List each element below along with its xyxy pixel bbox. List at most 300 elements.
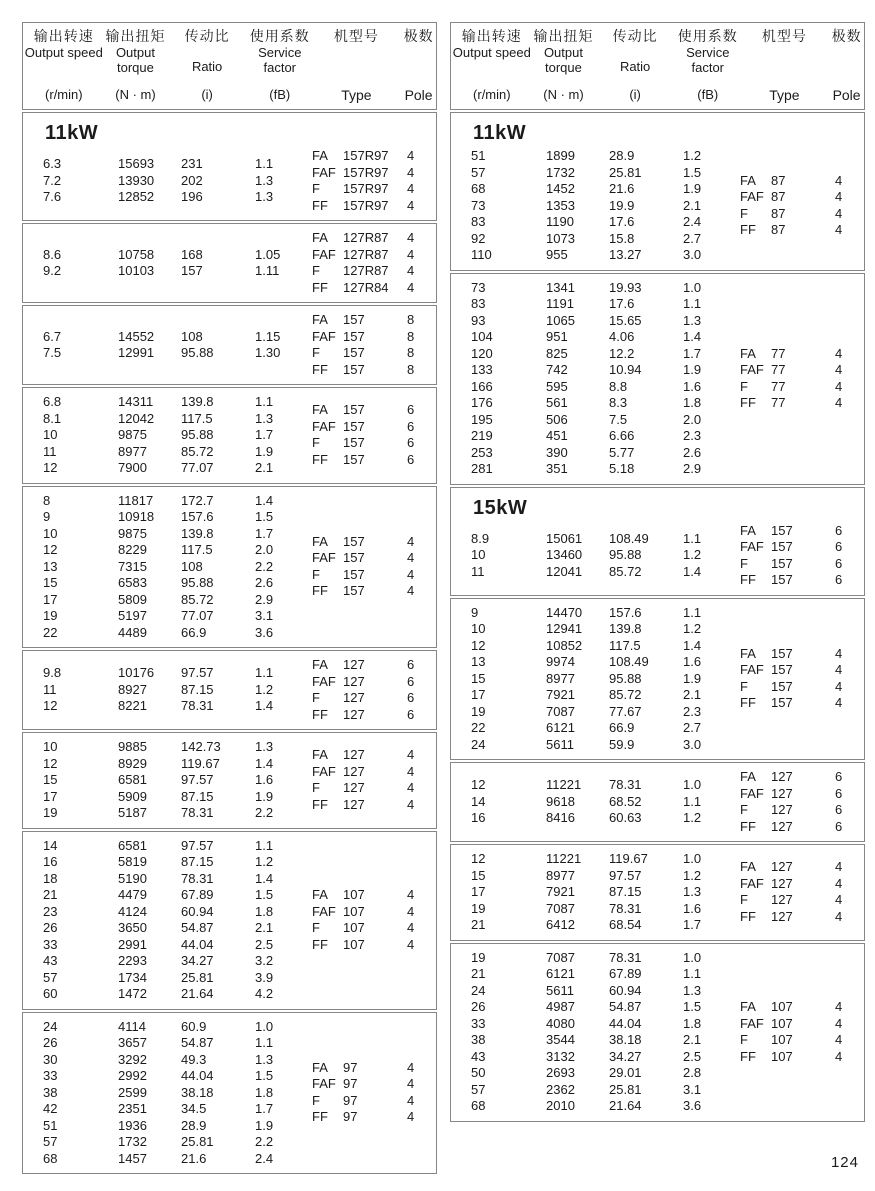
pole-value: 4 xyxy=(407,1109,415,1125)
service-factor-cell: 3.0 xyxy=(683,736,702,752)
output-speed-cell: 176 xyxy=(471,395,493,410)
output-speed-cell: 19 xyxy=(471,900,486,916)
output-torque-cell: 1936 xyxy=(118,1117,147,1133)
pole-value: 4 xyxy=(835,172,843,188)
output-torque-cell: 6412 xyxy=(546,917,575,932)
pole-value: 4 xyxy=(407,263,415,278)
type-prefix: FAF xyxy=(740,1015,764,1031)
header-label-zh: 使用系数 xyxy=(249,28,310,44)
table-row xyxy=(23,772,312,789)
output-torque-cell: 7087 xyxy=(546,703,575,719)
ratio-cell: 78.31 xyxy=(181,870,214,886)
output-torque-cell: 11221 xyxy=(546,851,582,866)
output-speed-cell: 12 xyxy=(43,698,58,714)
service-factor-cell: 1.5 xyxy=(683,164,702,180)
ratio-cell: 5.18 xyxy=(609,461,635,476)
type-row xyxy=(740,786,864,803)
table-row xyxy=(23,805,312,822)
type-model: 157 xyxy=(343,312,365,327)
column-left xyxy=(22,22,437,1174)
service-factor-cell: 2.8 xyxy=(683,1065,702,1080)
group-box xyxy=(450,112,865,271)
type-model: 107 xyxy=(343,903,365,919)
pole-value: 4 xyxy=(835,362,843,377)
table-row xyxy=(451,794,740,811)
type-row xyxy=(312,797,436,814)
type-model: 127 xyxy=(771,769,793,784)
header-label-zh: 机型号 xyxy=(333,28,379,44)
ratio-cell: 157.6 xyxy=(609,604,642,620)
type-row xyxy=(312,583,436,600)
output-speed-cell: 9.2 xyxy=(43,263,62,278)
data-rows xyxy=(23,394,312,477)
service-factor-cell: 3.9 xyxy=(255,969,274,985)
service-factor-cell: 3.6 xyxy=(683,1098,702,1113)
output-torque-cell: 14311 xyxy=(118,394,154,409)
pole-value: 4 xyxy=(407,920,415,935)
ratio-cell: 157 xyxy=(181,263,203,278)
output-torque-cell: 595 xyxy=(546,378,568,394)
table-row xyxy=(451,231,740,248)
table-row xyxy=(23,427,312,444)
table-row xyxy=(451,564,740,581)
ratio-cell: 95.88 xyxy=(181,345,214,360)
group-box xyxy=(22,650,437,730)
ratio-cell: 66.9 xyxy=(609,720,635,735)
ratio-cell: 117.5 xyxy=(181,410,213,426)
output-speed-cell: 9.8 xyxy=(43,665,62,681)
ratio-cell: 108 xyxy=(181,328,203,344)
ratio-cell: 139.8 xyxy=(181,525,214,541)
output-torque-cell: 5611 xyxy=(546,982,574,998)
type-model: 127R84 xyxy=(343,279,389,295)
type-row xyxy=(312,402,436,419)
type-prefix: FA xyxy=(312,312,328,327)
type-prefix: FF xyxy=(740,1048,756,1064)
group-box xyxy=(22,486,437,649)
ratio-cell: 168 xyxy=(181,246,203,262)
type-row xyxy=(312,780,436,797)
type-prefix: FF xyxy=(740,695,756,711)
type-prefix: FAF xyxy=(740,539,764,554)
type-row xyxy=(740,395,864,412)
type-model: 157 xyxy=(771,555,793,571)
service-factor-cell: 1.8 xyxy=(683,1015,702,1031)
table-row xyxy=(23,345,312,362)
type-row xyxy=(740,539,864,556)
type-row xyxy=(312,690,436,707)
output-torque-cell: 8221 xyxy=(118,698,147,714)
service-factor-cell: 1.2 xyxy=(255,681,274,697)
type-model: 157 xyxy=(771,662,793,678)
type-list xyxy=(740,646,864,712)
ratio-cell: 34.27 xyxy=(609,1048,642,1064)
output-speed-cell: 51 xyxy=(43,1117,58,1133)
type-prefix: F xyxy=(312,435,320,451)
type-row xyxy=(312,534,436,551)
output-speed-cell: 26 xyxy=(43,920,58,935)
header-label-unit: (N · m) xyxy=(115,87,156,102)
data-rows xyxy=(451,531,740,581)
output-torque-cell: 8977 xyxy=(546,670,575,686)
output-torque-cell: 7315 xyxy=(118,558,147,574)
type-model: 87 xyxy=(771,205,786,221)
table-row xyxy=(451,868,740,885)
table-row xyxy=(451,280,740,297)
pole-value: 4 xyxy=(835,345,843,361)
type-list xyxy=(740,769,864,835)
service-factor-cell: 1.0 xyxy=(683,949,702,965)
group-box xyxy=(22,732,437,829)
output-speed-cell: 12 xyxy=(471,777,486,793)
output-speed-cell: 38 xyxy=(43,1084,58,1100)
group-body xyxy=(451,605,864,754)
output-speed-cell: 26 xyxy=(471,999,486,1014)
service-factor-cell: 1.9 xyxy=(683,670,702,686)
ratio-cell: 54.87 xyxy=(181,920,214,935)
type-model: 127 xyxy=(343,796,365,812)
service-factor-cell: 1.5 xyxy=(255,509,274,524)
ratio-cell: 67.89 xyxy=(609,966,642,981)
service-factor-cell: 1.3 xyxy=(255,172,274,188)
ratio-cell: 15.8 xyxy=(609,230,635,246)
output-speed-cell: 8.1 xyxy=(43,410,62,426)
table-row xyxy=(23,698,312,715)
output-torque-cell: 3544 xyxy=(546,1032,575,1047)
output-torque-cell: 1899 xyxy=(546,148,575,163)
output-torque-cell: 6583 xyxy=(118,575,147,590)
output-torque-cell: 2991 xyxy=(118,936,147,952)
group-body xyxy=(23,1019,436,1168)
pole-value: 4 xyxy=(407,550,415,566)
pole-value: 8 xyxy=(407,312,415,327)
table-row xyxy=(23,1101,312,1118)
output-torque-cell: 951 xyxy=(546,329,568,344)
table-row xyxy=(23,189,312,206)
pole-value: 4 xyxy=(407,148,415,163)
service-factor-cell: 1.4 xyxy=(255,870,274,886)
ratio-cell: 231 xyxy=(181,156,203,172)
table-row xyxy=(23,575,312,592)
ratio-cell: 68.52 xyxy=(609,793,642,809)
type-row xyxy=(312,764,436,781)
group-box xyxy=(450,273,865,485)
type-row xyxy=(312,419,436,436)
output-torque-cell: 1191 xyxy=(546,296,574,311)
table-row xyxy=(23,920,312,937)
ratio-cell: 17.6 xyxy=(609,296,635,311)
pole-value: 4 xyxy=(835,875,843,891)
table-row xyxy=(23,1052,312,1069)
pole-value: 6 xyxy=(407,657,415,672)
service-factor-cell: 1.4 xyxy=(255,492,274,508)
type-row xyxy=(740,379,864,396)
ratio-cell: 44.04 xyxy=(609,1015,642,1031)
table-row xyxy=(451,638,740,655)
type-row xyxy=(740,572,864,589)
ratio-cell: 68.54 xyxy=(609,917,642,932)
table-row xyxy=(451,165,740,182)
type-prefix: FA xyxy=(312,533,328,549)
type-prefix: FAF xyxy=(312,550,336,566)
ratio-cell: 95.88 xyxy=(181,427,214,442)
ratio-cell: 87.15 xyxy=(181,788,214,804)
service-factor-cell: 1.5 xyxy=(255,1068,274,1083)
output-torque-cell: 390 xyxy=(546,444,568,460)
output-torque-cell: 14552 xyxy=(118,328,155,344)
output-speed-cell: 83 xyxy=(471,296,486,311)
type-row xyxy=(740,679,864,696)
output-speed-cell: 15 xyxy=(471,867,486,883)
ratio-cell: 85.72 xyxy=(181,591,214,607)
output-torque-cell: 3650 xyxy=(118,920,147,935)
output-speed-cell: 68 xyxy=(43,1150,58,1166)
table-row xyxy=(451,329,740,346)
output-torque-cell: 6581 xyxy=(118,837,147,853)
service-factor-cell: 1.15 xyxy=(255,328,281,344)
output-speed-cell: 8 xyxy=(43,492,51,508)
type-model: 87 xyxy=(771,172,786,188)
header-label-zh: 极数 xyxy=(831,28,862,44)
output-speed-cell: 12 xyxy=(471,637,486,653)
service-factor-cell: 2.2 xyxy=(255,1134,274,1149)
table-row xyxy=(451,720,740,737)
group-body xyxy=(451,851,864,934)
pole-value: 4 xyxy=(835,908,843,924)
type-model: 97 xyxy=(343,1059,358,1075)
table-row xyxy=(23,329,312,346)
ratio-cell: 12.2 xyxy=(609,345,635,361)
service-factor-cell: 1.1 xyxy=(683,604,702,620)
ratio-cell: 85.72 xyxy=(181,443,214,459)
pole-value: 6 xyxy=(835,522,843,538)
type-prefix: FAF xyxy=(740,875,764,891)
pole-value: 4 xyxy=(407,903,415,919)
type-prefix: F xyxy=(312,920,320,935)
table-row xyxy=(23,789,312,806)
type-prefix: FF xyxy=(312,1109,328,1125)
ratio-cell: 108.49 xyxy=(609,530,649,546)
ratio-cell: 15.65 xyxy=(609,312,642,328)
type-row xyxy=(312,1060,436,1077)
pole-value: 6 xyxy=(407,673,415,689)
table-row xyxy=(23,953,312,970)
output-torque-cell: 15693 xyxy=(118,156,155,172)
table-row xyxy=(23,625,312,642)
type-model: 157R97 xyxy=(343,148,389,163)
table-row xyxy=(451,654,740,671)
type-row xyxy=(740,556,864,573)
ratio-cell: 19.9 xyxy=(609,197,635,213)
service-factor-cell: 1.8 xyxy=(255,903,274,919)
service-factor-cell: 1.4 xyxy=(255,698,274,714)
table-row xyxy=(23,871,312,888)
service-factor-cell: 1.2 xyxy=(255,854,274,869)
table-row xyxy=(451,181,740,198)
type-model: 157R97 xyxy=(343,181,389,196)
ratio-cell: 78.31 xyxy=(181,698,214,714)
data-rows xyxy=(23,665,312,715)
output-torque-cell: 4489 xyxy=(118,624,147,640)
type-prefix: FF xyxy=(740,222,756,238)
type-list xyxy=(312,534,436,600)
type-row xyxy=(740,802,864,819)
type-row xyxy=(312,1093,436,1110)
type-model: 107 xyxy=(343,920,365,935)
pole-value: 4 xyxy=(835,1015,843,1031)
output-speed-cell: 57 xyxy=(471,164,486,180)
service-factor-cell: 1.1 xyxy=(683,793,702,809)
output-speed-cell: 10 xyxy=(43,427,58,442)
output-torque-cell: 5190 xyxy=(118,870,147,886)
header-label-en: Service factor xyxy=(686,45,730,75)
output-torque-cell: 12941 xyxy=(546,621,583,636)
ratio-cell: 67.89 xyxy=(181,887,214,902)
table-row xyxy=(451,1065,740,1082)
type-prefix: FF xyxy=(740,572,756,587)
output-torque-cell: 2362 xyxy=(546,1081,575,1097)
type-prefix: F xyxy=(740,802,748,817)
table-row xyxy=(451,1082,740,1099)
ratio-cell: 119.67 xyxy=(609,851,648,866)
service-factor-cell: 1.5 xyxy=(255,887,274,902)
type-prefix: FF xyxy=(312,279,328,295)
ratio-cell: 95.88 xyxy=(609,547,642,563)
service-factor-cell: 2.1 xyxy=(255,920,274,935)
service-factor-cell: 1.6 xyxy=(683,654,702,669)
data-rows xyxy=(451,777,740,827)
table-row xyxy=(23,411,312,428)
table-row xyxy=(23,665,312,682)
table-row xyxy=(451,1098,740,1115)
output-torque-cell: 14470 xyxy=(546,604,583,620)
ratio-cell: 54.87 xyxy=(609,999,642,1014)
type-list xyxy=(740,523,864,589)
pole-value: 6 xyxy=(407,706,415,722)
type-prefix: F xyxy=(740,892,748,908)
table-row xyxy=(23,542,312,559)
pole-value: 4 xyxy=(407,230,415,245)
service-factor-cell: 2.2 xyxy=(255,805,274,820)
ratio-cell: 87.15 xyxy=(181,854,214,869)
group-box xyxy=(450,943,865,1122)
ratio-cell: 97.57 xyxy=(609,867,642,883)
group-body xyxy=(23,739,436,822)
type-row xyxy=(740,222,864,239)
type-prefix: FA xyxy=(312,1059,328,1075)
output-torque-cell: 9618 xyxy=(546,793,575,809)
table-row xyxy=(451,621,740,638)
ratio-cell: 25.81 xyxy=(609,164,642,180)
output-torque-cell: 9974 xyxy=(546,654,575,669)
pole-value: 6 xyxy=(407,402,415,418)
type-prefix: FAF xyxy=(312,1076,336,1092)
type-model: 77 xyxy=(771,378,786,394)
type-row xyxy=(312,657,436,674)
header-label-en: Output speed xyxy=(452,45,531,60)
pole-value: 4 xyxy=(407,887,415,902)
header-cell-type xyxy=(740,23,830,109)
pole-value: 4 xyxy=(835,678,843,694)
service-factor-cell: 4.2 xyxy=(255,986,274,1001)
header-label-zh: 极数 xyxy=(403,28,434,44)
type-row xyxy=(312,329,436,346)
type-row xyxy=(312,435,436,452)
service-factor-cell: 2.6 xyxy=(255,575,274,590)
output-torque-cell: 1732 xyxy=(118,1134,147,1149)
table-row xyxy=(23,1068,312,1085)
output-speed-cell: 30 xyxy=(43,1051,58,1067)
table-row xyxy=(23,1019,312,1036)
output-torque-cell: 10176 xyxy=(118,665,155,681)
type-prefix: F xyxy=(312,263,320,278)
output-torque-cell: 7921 xyxy=(546,687,575,702)
ratio-cell: 77.67 xyxy=(609,703,642,719)
output-torque-cell: 8927 xyxy=(118,681,147,697)
output-speed-cell: 16 xyxy=(43,854,58,869)
type-prefix: FA xyxy=(312,148,328,163)
ratio-cell: 59.9 xyxy=(609,736,635,752)
type-row xyxy=(312,707,436,724)
type-row xyxy=(740,892,864,909)
service-factor-cell: 1.0 xyxy=(683,777,702,793)
header-cell-type xyxy=(312,23,402,109)
pole-value: 4 xyxy=(407,566,415,582)
service-factor-cell: 2.3 xyxy=(683,428,702,443)
service-factor-cell: 2.4 xyxy=(683,214,702,229)
output-speed-cell: 12 xyxy=(43,755,58,771)
pole-value: 6 xyxy=(407,690,415,705)
output-speed-cell: 24 xyxy=(43,1018,58,1034)
table-row xyxy=(23,986,312,1003)
type-prefix: FA xyxy=(312,402,328,418)
type-row xyxy=(312,148,436,165)
ratio-cell: 97.57 xyxy=(181,772,214,787)
group-body xyxy=(451,950,864,1115)
table-row xyxy=(451,445,740,462)
output-speed-cell: 133 xyxy=(471,362,493,377)
type-model: 107 xyxy=(343,887,365,902)
type-row xyxy=(740,695,864,712)
page-number: 124 xyxy=(830,1154,859,1171)
table-row xyxy=(451,531,740,548)
output-torque-cell: 15061 xyxy=(546,530,583,546)
table-row xyxy=(23,970,312,987)
header-label-unit: (i) xyxy=(201,87,213,102)
service-factor-cell: 1.1 xyxy=(255,665,274,681)
group-body xyxy=(23,493,436,642)
output-torque-cell: 2693 xyxy=(546,1065,575,1080)
type-model: 157 xyxy=(343,566,365,582)
ratio-cell: 25.81 xyxy=(181,969,214,985)
pole-value: 4 xyxy=(835,695,843,711)
section-heading-11kw: 11kW xyxy=(473,122,527,144)
table-row xyxy=(451,198,740,215)
service-factor-cell: 2.7 xyxy=(683,720,702,735)
ratio-cell: 60.9 xyxy=(181,1018,207,1034)
group-body xyxy=(23,230,436,296)
service-factor-cell: 2.9 xyxy=(683,461,702,476)
type-row xyxy=(312,937,436,954)
ratio-cell: 34.27 xyxy=(181,953,214,968)
type-row xyxy=(740,769,864,786)
type-model: 77 xyxy=(771,362,786,377)
type-prefix: F xyxy=(312,690,320,705)
service-factor-cell: 1.5 xyxy=(683,999,702,1014)
type-prefix: FF xyxy=(740,395,756,410)
ratio-cell: 21.64 xyxy=(181,986,214,1001)
output-torque-cell: 5611 xyxy=(546,736,574,752)
